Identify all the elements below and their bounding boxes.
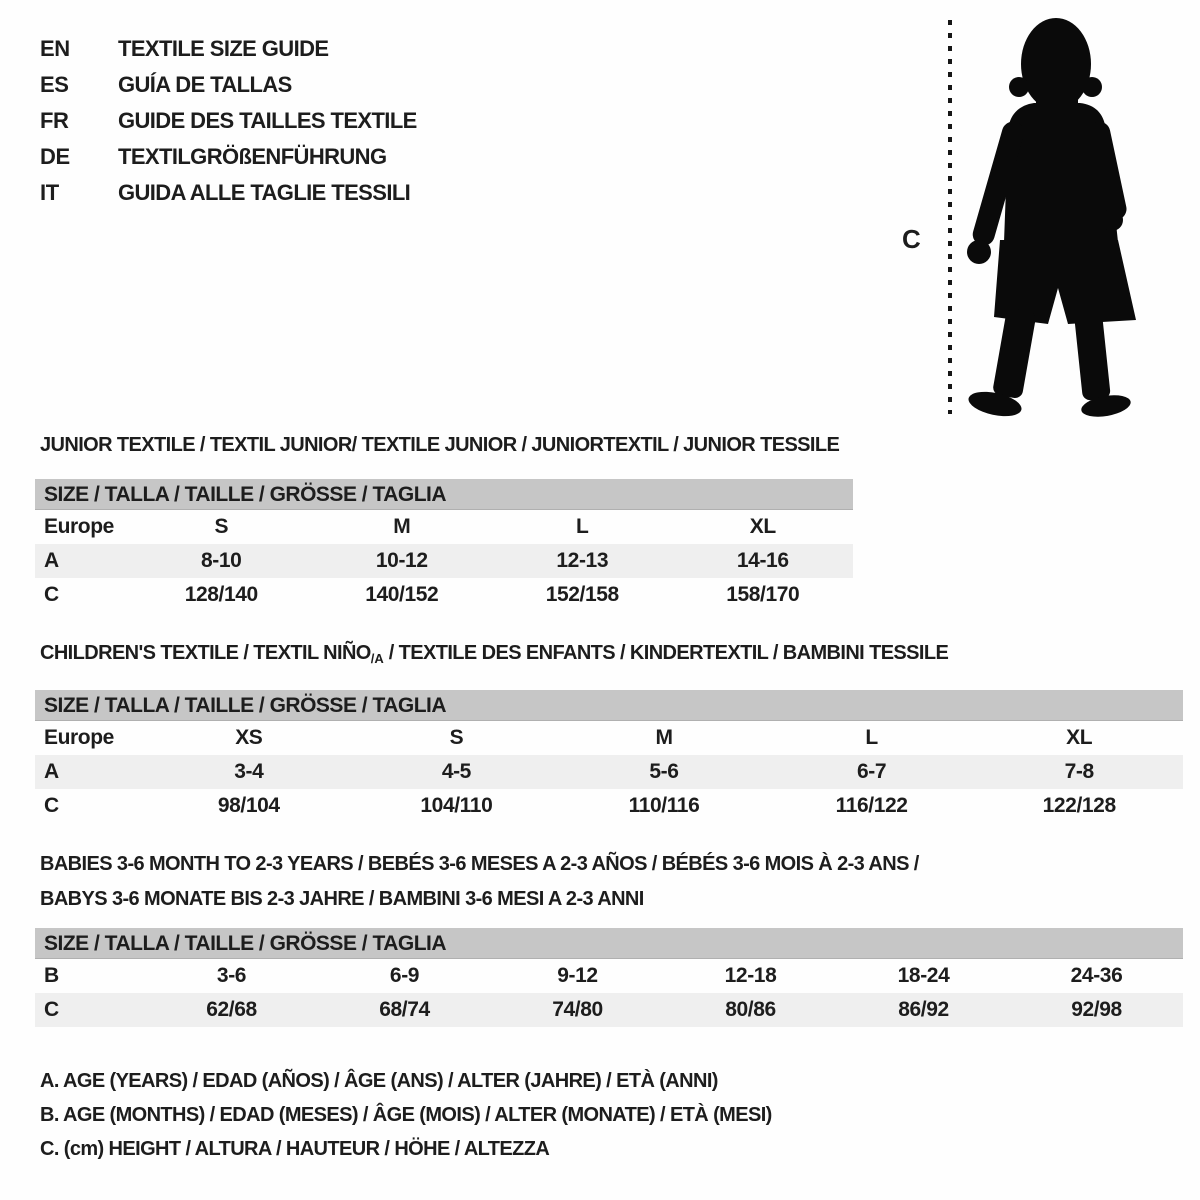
table-cell: 152/158 [545, 583, 619, 606]
language-code: DE [40, 144, 70, 169]
babies-size-table [35, 959, 1183, 1027]
table-row [35, 544, 853, 578]
children-size-table [35, 721, 1183, 823]
row-label: Europe [44, 726, 114, 749]
table-cell: 12-13 [556, 549, 609, 572]
language-title: TEXTILGRÖßENFÜHRUNG [118, 144, 387, 169]
language-row-fr [40, 103, 417, 139]
baby-silhouette-icon [966, 18, 1136, 420]
table-cell: 18-24 [897, 964, 950, 987]
children-title-sub: /A [370, 651, 384, 666]
language-code: FR [40, 108, 69, 133]
row-label: C [44, 794, 59, 817]
measurement-legend [40, 1064, 772, 1166]
babies-title-line1: BABIES 3-6 MONTH TO 2-3 YEARS / BEBÉS 3-6 MESES A 2-3 AÑOS / BÉBÉS 3-6 MOIS À 2-3 ANS / [40, 853, 919, 875]
table-cell: S [449, 726, 464, 749]
table-cell: 68/74 [379, 998, 430, 1021]
table-row [35, 959, 1183, 993]
children-title-pre: CHILDREN'S TEXTILE / TEXTIL NIÑO [40, 642, 371, 664]
table-cell: 6-9 [389, 964, 420, 987]
size-header-bar: SIZE / TALLA / TAILLE / GRÖSSE / TAGLIA [35, 928, 1183, 959]
language-code: ES [40, 72, 69, 97]
table-cell: L [865, 726, 878, 749]
table-cell: 86/92 [898, 998, 949, 1021]
language-title: GUIDA ALLE TAGLIE TESSILI [118, 180, 411, 205]
row-label: A [44, 760, 59, 783]
table-cell: XS [235, 726, 263, 749]
babies-table [35, 928, 1183, 1027]
table-row [35, 578, 853, 612]
table-cell: 9-12 [557, 964, 598, 987]
table-row [35, 510, 853, 544]
table-row [35, 755, 1183, 789]
row-label: C [44, 583, 59, 606]
table-row [35, 789, 1183, 823]
table-cell: 110/116 [628, 794, 700, 817]
table-row [35, 721, 1183, 755]
language-title: GUIDE DES TAILLES TEXTILE [118, 108, 417, 133]
table-cell: 24-36 [1070, 964, 1123, 987]
table-cell: 5-6 [649, 760, 679, 783]
table-cell: 3-6 [216, 964, 247, 987]
language-row-es [40, 67, 417, 103]
table-cell: 4-5 [441, 760, 471, 783]
table-cell: 8-10 [201, 549, 242, 572]
language-row-de [40, 139, 417, 175]
language-list [40, 31, 417, 211]
table-cell: M [655, 726, 673, 749]
table-cell: 98/104 [217, 794, 280, 817]
height-c-label: C [902, 224, 921, 254]
size-header-bar: SIZE / TALLA / TAILLE / GRÖSSE / TAGLIA [35, 690, 1183, 721]
babies-section-title [40, 847, 919, 917]
junior-table [35, 479, 853, 612]
size-header-bar: SIZE / TALLA / TAILLE / GRÖSSE / TAGLIA [35, 479, 853, 510]
children-section-title [40, 641, 948, 667]
language-code: IT [40, 180, 59, 205]
row-label: C [44, 998, 59, 1021]
children-title-post: / TEXTILE DES ENFANTS / KINDERTEXTIL / BAMBINI TESSILE [383, 642, 949, 664]
language-row-en [40, 31, 417, 67]
table-cell: XL [1066, 726, 1093, 749]
table-cell: 74/80 [552, 998, 603, 1021]
row-label: A [44, 549, 59, 572]
table-cell: 122/128 [1042, 794, 1116, 817]
legend-line-a: A. AGE (YEARS) / EDAD (AÑOS) / ÂGE (ANS) / ALTER (JAHRE) / ETÀ (ANNI) [40, 1070, 718, 1092]
table-cell: 80/86 [725, 998, 776, 1021]
table-cell: M [393, 515, 411, 538]
language-code: EN [40, 36, 70, 61]
table-cell: 10-12 [375, 549, 428, 572]
legend-line-c: C. (cm) HEIGHT / ALTURA / HAUTEUR / HÖHE / ALTEZZA [40, 1138, 550, 1160]
table-cell: 140/152 [365, 583, 439, 606]
table-cell: 3-4 [234, 760, 264, 783]
babies-title-line2: BABYS 3-6 MONATE BIS 2-3 JAHRE / BAMBINI 3-6 MESI A 2-3 ANNI [40, 888, 644, 910]
junior-size-table [35, 510, 853, 612]
table-cell: 14-16 [736, 549, 789, 572]
junior-section-title: JUNIOR TEXTILE / TEXTIL JUNIOR/ TEXTILE JUNIOR / JUNIORTEXTIL / JUNIOR TESSILE [40, 434, 840, 456]
table-cell: 62/68 [206, 998, 257, 1021]
legend-line-b: B. AGE (MONTHS) / EDAD (MESES) / ÂGE (MOIS) / ALTER (MONATE) / ETÀ (MESI) [40, 1104, 772, 1126]
language-title: GUÍA DE TALLAS [118, 72, 292, 97]
table-cell: 128/140 [184, 583, 258, 606]
table-cell: XL [749, 515, 776, 538]
language-title: TEXTILE SIZE GUIDE [118, 36, 329, 61]
language-row-it [40, 175, 417, 211]
row-label: B [44, 964, 59, 987]
row-label: Europe [44, 515, 114, 538]
table-cell: S [214, 515, 229, 538]
table-cell: L [576, 515, 589, 538]
height-measure-figure [900, 12, 1160, 422]
table-cell: 158/170 [726, 583, 800, 606]
table-row [35, 993, 1183, 1027]
children-table [35, 690, 1183, 823]
table-cell: 116/122 [835, 794, 908, 817]
table-cell: 92/98 [1071, 998, 1122, 1021]
table-cell: 12-18 [724, 964, 777, 987]
table-cell: 7-8 [1064, 760, 1094, 783]
table-cell: 6-7 [857, 760, 887, 783]
table-cell: 104/110 [420, 794, 493, 817]
